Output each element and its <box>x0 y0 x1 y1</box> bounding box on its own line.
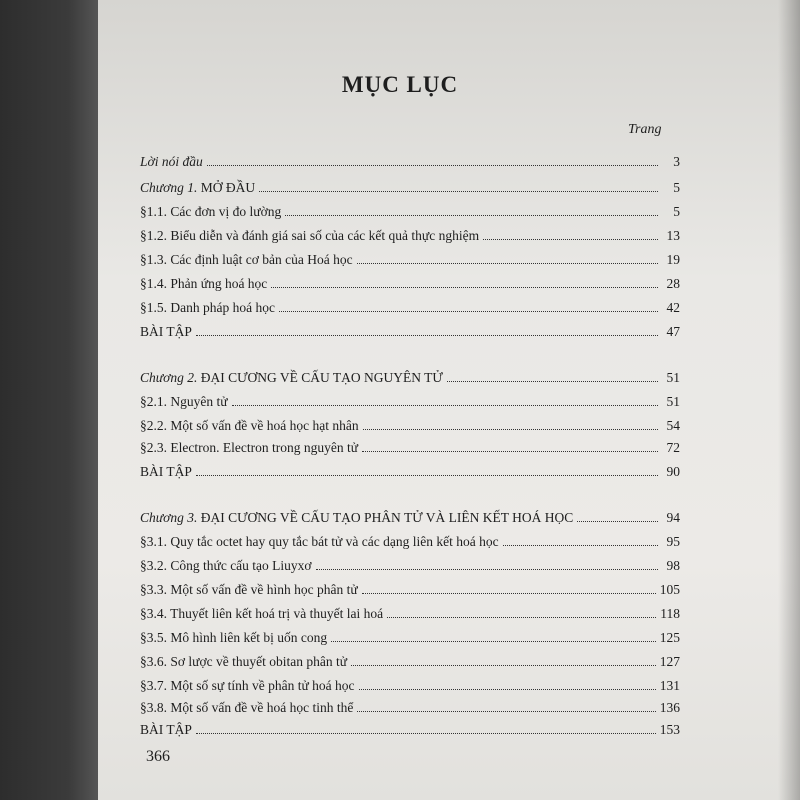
toc-entry-label: §2.3. Electron. Electron trong nguyên tử <box>140 440 359 455</box>
toc-entry-page: 13 <box>666 228 680 243</box>
toc-entry-label: §1.4. Phản ứng hoá học <box>140 276 268 291</box>
toc-entry-exercises-1 <box>140 320 680 340</box>
toc-entry-label: BÀI TẬP <box>140 722 192 737</box>
dot-leader <box>362 593 656 594</box>
dot-leader <box>357 263 658 264</box>
toc-entry-2-3 <box>140 436 680 456</box>
dot-leader <box>503 545 658 546</box>
toc-entry-1-2 <box>140 224 680 244</box>
toc-entry-1-1 <box>140 200 680 220</box>
toc-entry-page: 94 <box>666 510 680 525</box>
book-binding-shadow <box>0 0 98 800</box>
dot-leader <box>196 335 658 336</box>
toc-entry-2-1 <box>140 390 680 410</box>
dot-leader <box>232 405 658 406</box>
toc-entry-page: 118 <box>660 606 680 621</box>
toc-entry-page: 136 <box>659 700 680 715</box>
toc-entry-page: 51 <box>666 370 680 385</box>
toc-entry-label: Chương 1. MỞ ĐẦU <box>140 180 256 195</box>
toc-entry-label: §1.3. Các định luật cơ bản của Hoá học <box>140 252 353 267</box>
toc-entry-label: §3.8. Một số vấn đề về hoá học tinh thể <box>140 700 354 715</box>
page-edge-shadow <box>778 0 800 800</box>
toc-entry-label: §3.6. Sơ lược về thuyết obitan phân tử <box>140 654 348 669</box>
toc-entry-page: 105 <box>659 582 680 597</box>
toc-entry-chapter-3 <box>140 506 680 526</box>
toc-entry-2-2 <box>140 414 680 434</box>
toc-entry-page: 54 <box>666 418 680 433</box>
toc-entry-label: §3.1. Quy tắc octet hay quy tắc bát tử và các dạng liên kết hoá học <box>140 534 499 549</box>
toc-entry-3-7 <box>140 674 680 694</box>
toc-entry-1-5 <box>140 296 680 316</box>
toc-entry-label: §1.1. Các đơn vị đo lường <box>140 204 282 219</box>
toc-entry-page: 28 <box>666 276 680 291</box>
dot-leader <box>316 569 658 570</box>
dot-leader <box>196 475 658 476</box>
toc-entry-3-4 <box>140 602 680 622</box>
toc-entry-page: 19 <box>666 252 680 267</box>
toc-entry-label: Chương 2. ĐẠI CƯƠNG VỀ CẤU TẠO NGUYÊN TỬ <box>140 370 443 385</box>
dot-leader <box>363 429 658 430</box>
toc-entry-label: §3.7. Một số sự tính về phân tử hoá học <box>140 678 355 693</box>
toc-entry-page: 3 <box>673 154 680 169</box>
toc-entry-page: 90 <box>666 464 680 479</box>
toc-entry-3-8 <box>140 696 680 716</box>
dot-leader <box>351 665 656 666</box>
toc-entry-page: 127 <box>659 654 680 669</box>
dot-leader <box>447 381 658 382</box>
toc-entry-chapter-1 <box>140 176 680 196</box>
toc-entry-label: §3.4. Thuyết liên kết hoá trị và thuyết lai hoá <box>140 606 384 621</box>
page-column-label: Trang <box>628 122 662 137</box>
dot-leader <box>196 733 656 734</box>
dot-leader <box>483 239 658 240</box>
toc-entry-label: BÀI TẬP <box>140 464 192 479</box>
toc-entry-1-4 <box>140 272 680 292</box>
dot-leader <box>259 191 658 192</box>
toc-entry-page: 98 <box>666 558 680 573</box>
toc-entry-page: 131 <box>659 678 680 693</box>
toc-entry-label: Chương 3. ĐẠI CƯƠNG VỀ CẤU TẠO PHÂN TỬ VÀ LIÊN KẾT HOÁ HỌC <box>140 510 574 525</box>
dot-leader <box>331 641 656 642</box>
toc-entry-3-1 <box>140 530 680 550</box>
dot-leader <box>387 617 656 618</box>
toc-entry-label: §1.2. Biểu diễn và đánh giá sai số của các kết quả thực nghiệm <box>140 228 480 243</box>
toc-entry-page: 5 <box>673 180 680 195</box>
dot-leader <box>357 711 655 712</box>
dot-leader <box>279 311 658 312</box>
toc-entry-page: 153 <box>659 722 680 737</box>
toc-entry-page: 125 <box>659 630 680 645</box>
toc-entry-label: §3.3. Một số vấn đề về hình học phân tử <box>140 582 358 597</box>
toc-entry-exercises-3 <box>140 718 680 738</box>
toc-entry-label: Lời nói đầu <box>140 154 203 169</box>
toc-entry-label: §1.5. Danh pháp hoá học <box>140 300 275 315</box>
dot-leader <box>285 215 658 216</box>
toc-entry-1-3 <box>140 248 680 268</box>
dot-leader <box>362 451 658 452</box>
page-title: MỤC LỤC <box>341 72 459 97</box>
toc-entry-page: 5 <box>673 204 680 219</box>
toc-entry-label: §2.1. Nguyên tử <box>140 394 228 409</box>
dot-leader <box>577 521 658 522</box>
toc-entry-page: 42 <box>666 300 680 315</box>
toc-entry-page: 95 <box>666 534 680 549</box>
toc-entry-chapter-2 <box>140 366 680 386</box>
toc-entry-label: BÀI TẬP <box>140 324 192 339</box>
toc-entry-label: §3.2. Công thức cấu tạo Liuyxơ <box>140 558 312 573</box>
toc-entry-label: §2.2. Một số vấn đề về hoá học hạt nhân <box>140 418 359 433</box>
toc-entry-page: 51 <box>666 394 680 409</box>
toc-entry-foreword <box>140 150 680 170</box>
page-number: 366 <box>146 748 170 765</box>
toc-entry-3-5 <box>140 626 680 646</box>
dot-leader <box>271 287 658 288</box>
toc-entry-3-3 <box>140 578 680 598</box>
dot-leader <box>207 165 658 166</box>
toc-entry-3-2 <box>140 554 680 574</box>
toc-entry-page: 47 <box>666 324 680 339</box>
toc-entry-page: 72 <box>666 440 680 455</box>
toc-entry-label: §3.5. Mô hình liên kết bị uốn cong <box>140 630 328 645</box>
dot-leader <box>359 689 656 690</box>
toc-entry-exercises-2 <box>140 460 680 480</box>
toc-entry-3-6 <box>140 650 680 670</box>
